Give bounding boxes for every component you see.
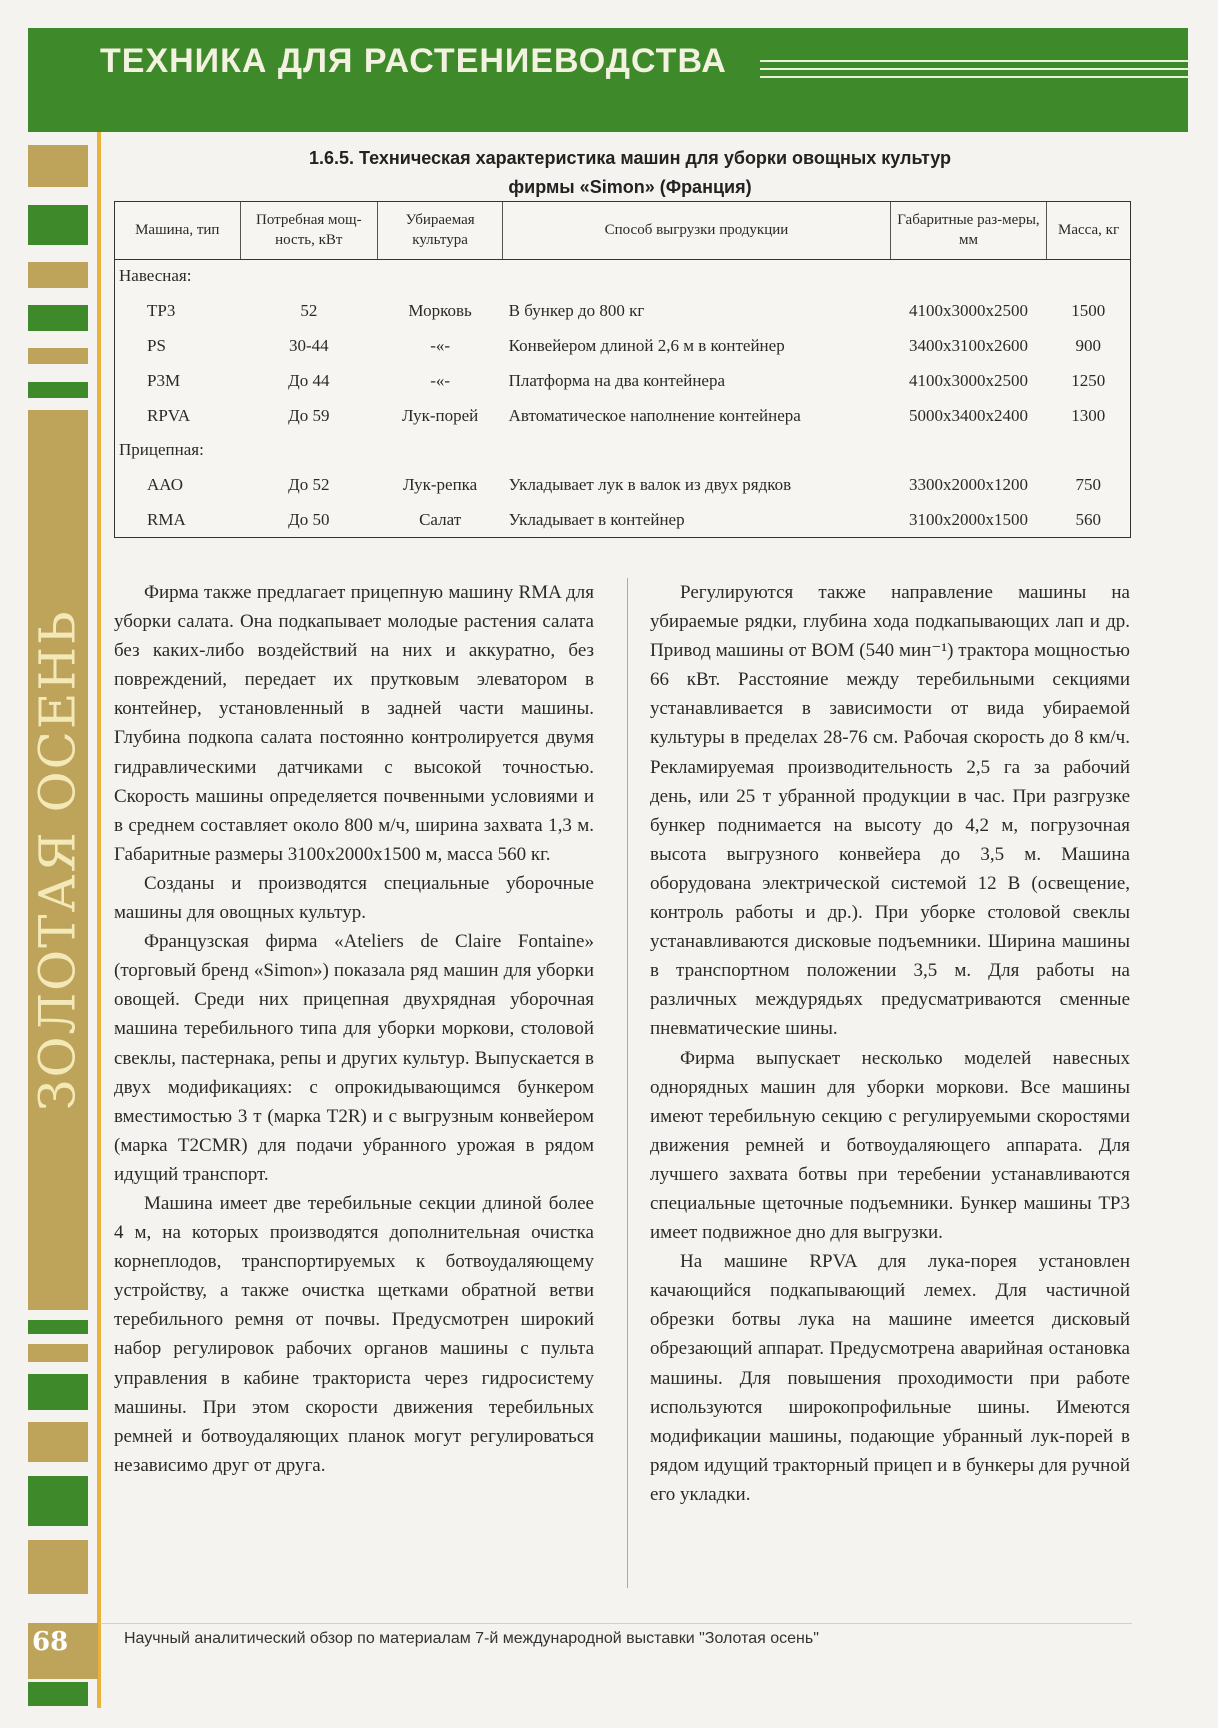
table-cell: Укладывает лук в валок из двух рядков [508, 474, 792, 494]
table-cell: В бункер до 800 кг [508, 300, 645, 320]
table-cell: 1500 [1071, 300, 1106, 320]
table-cell: Лук-порей [401, 405, 479, 425]
table-cell: RPVA [147, 405, 191, 425]
table-cell: 30-44 [288, 335, 329, 355]
table-cell: -«- [430, 335, 451, 355]
table-cell: ААО [147, 474, 183, 494]
column-header: Потребная мощ-ность, кВт [240, 202, 378, 259]
table-cell: 3400х3100х2600 [908, 335, 1028, 355]
table-cell: Салат [419, 509, 462, 529]
table-cell: 3100х2000х1500 [908, 509, 1028, 529]
table-cell: 560 [1075, 509, 1102, 529]
sidebar-stripe [28, 1374, 88, 1410]
table-cell: 1300 [1071, 405, 1106, 425]
text-column-left [114, 578, 594, 1480]
table-row [115, 363, 1130, 398]
sidebar-stripe [28, 1320, 88, 1334]
text-column-right [650, 578, 1130, 1509]
sidebar-stripe [28, 305, 88, 331]
column-header: Убираемая культура [378, 202, 503, 259]
table-row [115, 467, 1130, 502]
sidebar-stripe [28, 262, 88, 288]
sidebar-title [30, 420, 86, 1300]
table-caption-line: 1.6.5. Техническая характеристика машин для уборки овощных культур [308, 148, 952, 168]
sidebar-stripe [28, 382, 88, 398]
paragraph: Фирма выпускает несколько моделей навесных однорядных машин для уборки моркови. Все машины имеют теребильную секцию с регулируемыми скоростями движения ремней и ботвоудаляющего аппарата. Для лучшего захвата ботвы при теребении устанавливаются специальные щеточные подъемники. Бункер машины ТР3 имеет подвижное дно для выгрузки. [650, 1047, 1130, 1244]
column-divider [627, 578, 628, 1588]
footer-rule [100, 1623, 1132, 1624]
paragraph: Регулируются также направление машины на убираемые рядки, глубина хода подкапывающих лап и др. Привод машины от ВОМ (540 мин⁻¹) трактора мощностью 66 кВт. Расстояние между теребильными секциями устанавливается в зависимости от вида убираемой культуры в пределах 28-76 см. Рабочая скорость до 8 км/ч. Рекламируемая производительность 2,5 га за рабочий день, или 25 т убранной продукции в час. При разгрузке бункер поднимается на высоту до 4,2 м, погрузочная высота выгрузного конвейера до 3,5 м. Машина оборудована электрической системой 12 В (освещение, контроль работы и др.). При уборке столовой свеклы устанавливаются дисковые подъемники. Ширина машины в транспортном положении 3,5 м. Для работы на различных междурядьях предусматриваются сменные пневматические шины. [650, 582, 1130, 1040]
table-cell: 900 [1075, 335, 1102, 355]
paragraph: Машина имеет две теребильные секции длиной более 4 м, на которых производятся дополнительная очистка корнеплодов, транспортируемых к ботвоудаляющему устройству, а также очистка щетками обратной ветви теребильного ремня от почвы. Предусмотрен широкий набор регулировок рабочих органов машины с пульта управления в кабине тракториста через гидросистему машины. При этом скорости движения теребильных ремней и ботвоудаляющих планок могут регулироваться независимо друг от друга. [114, 1192, 594, 1476]
sidebar-stripe [28, 1476, 88, 1526]
table-cell: Конвейером длиной 2,6 м в контейнер [508, 335, 785, 355]
table-row [115, 398, 1130, 433]
sidebar-stripe [28, 1540, 88, 1594]
table-cell: Платформа на два контейнера [508, 370, 726, 390]
table-caption [130, 144, 1130, 202]
sidebar-title-text: ЗОЛОТАЯ ОСЕНЬ [29, 609, 88, 1111]
column-header: Габаритные раз-меры, мм [890, 202, 1046, 259]
paragraph: На машине RPVA для лука-порея установлен качающийся подкапывающий лемех. Для частичной обрезки ботвы лука на машине имеется дисковый обрезающий аппарат. Предусмотрена аварийная остановка машины. Для повышения проходимости при работе используются широкопрофильные шины. Имеются модификации машины, подающие убранный лук-порей в рядом идущий тракторный прицеп и в бункеры для ручной его укладки. [650, 1251, 1130, 1505]
group-label: Прицепная: [119, 440, 204, 459]
column-header: Машина, тип [115, 202, 240, 259]
paragraph: Созданы и производятся специальные уборочные машины для овощных культур. [114, 872, 594, 924]
sidebar-stripe [28, 145, 88, 187]
table-cell: 4100х3000х2500 [908, 300, 1028, 320]
table-caption-line: фирмы «Simon» (Франция) [508, 177, 752, 197]
table-header-row [115, 202, 1130, 259]
table-cell: 52 [300, 300, 318, 320]
table-group-row [115, 259, 1130, 293]
table-cell: 4100х3000х2500 [908, 370, 1028, 390]
table-cell: Укладывает в контейнер [508, 509, 685, 529]
table-cell: ТР3 [147, 300, 176, 320]
paragraph: Фирма также предлагает прицепную машину RMA для уборки салата. Она подкапывает молодые растения салата без каких-либо воздействий на них и аккуратно, без повреждений, передает их прутковым элеватором в контейнер, установленный в задней части машины. Глубина подкопа салата постоянно контролируется двумя гидравлическими датчиками с высокой точностью. Скорость машины определяется почвенными условиями и в среднем составляет около 800 м/ч, ширина захвата 1,3 м. Габаритные размеры 3100х2000х1500 м, масса 560 кг. [114, 582, 594, 865]
table-cell: До 50 [288, 509, 330, 529]
table-cell: 3300х2000х1200 [908, 474, 1028, 494]
sidebar-stripe [28, 1422, 88, 1462]
column-header: Способ выгрузки продукции [503, 202, 891, 259]
table-cell: До 52 [288, 474, 330, 494]
table-row [115, 502, 1130, 537]
header-decor-lines [760, 60, 1190, 84]
table-row [115, 293, 1130, 328]
sidebar-stripe [28, 348, 88, 364]
table-cell: 750 [1075, 474, 1102, 494]
table-cell: 5000х3400х2400 [908, 405, 1028, 425]
section-title: ТЕХНИКА ДЛЯ РАСТЕНИЕВОДСТВА [100, 42, 727, 80]
sidebar-stripe [28, 205, 88, 245]
table-row [115, 328, 1130, 363]
table-cell: До 44 [288, 370, 330, 390]
page-number: 68 [32, 1627, 69, 1657]
sidebar-stripe [28, 1344, 88, 1362]
table-cell: Р3М [147, 370, 181, 390]
table-cell: До 59 [288, 405, 330, 425]
column-header: Масса, кг [1047, 202, 1130, 259]
table-cell: Лук-репка [403, 474, 478, 494]
group-label: Навесная: [119, 266, 192, 286]
table-cell: PS [147, 335, 166, 355]
footer-text: Научный аналитический обзор по материалам 7-й международной выставки "Золотая осень" [124, 1630, 819, 1647]
table-cell: RMA [147, 509, 186, 529]
sidebar-stripe [28, 1682, 88, 1706]
table-cell: Морковь [408, 300, 472, 320]
table-cell: -«- [430, 370, 451, 390]
paragraph: Французская фирма «Ateliers de Claire Fontaine» (торговый бренд «Simon») показала ряд машин для уборки овощей. Среди них прицепная двухрядная уборочная машина теребильного типа для уборки моркови, столовой свеклы, пастернака, репы и других культур. Выпускается в двух модификациях: с опрокидывающимся бункером вместимостью 3 т (марка T2R) и с выгрузным конвейером (марка T2CMR) для подачи убранного урожая в рядом идущий транспорт. [114, 931, 594, 1185]
spec-table [114, 201, 1131, 538]
orange-rule [97, 28, 101, 1708]
table-cell: 1250 [1071, 370, 1106, 390]
table-group-row [115, 433, 1130, 467]
table-cell: Автоматическое наполнение контейнера [508, 405, 801, 425]
